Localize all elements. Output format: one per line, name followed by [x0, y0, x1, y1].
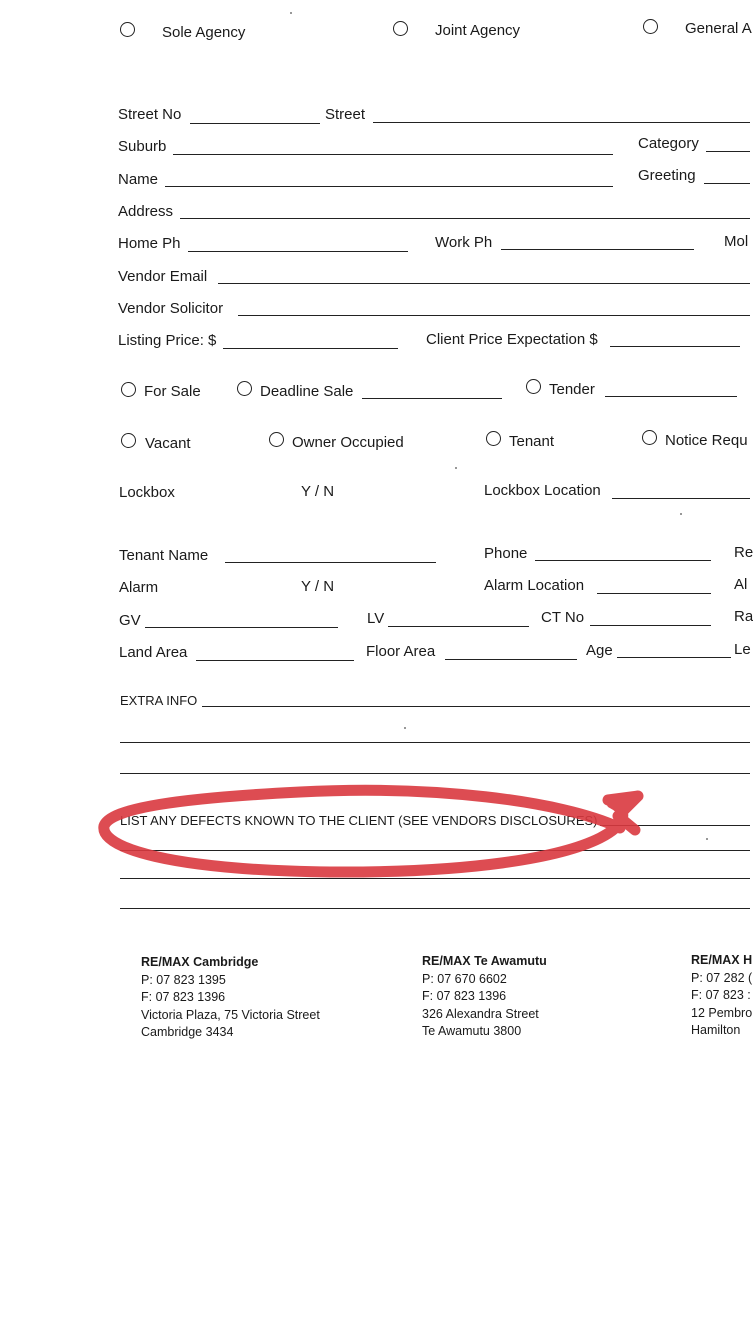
- lockbox-label: Lockbox: [119, 484, 175, 501]
- street-no-label: Street No: [118, 106, 182, 123]
- office-address-line-2: Te Awamutu 3800: [422, 1024, 522, 1038]
- scan-speck: [706, 838, 708, 840]
- tenant-name-label: Tenant Name: [119, 547, 209, 564]
- greeting-label: Greeting: [638, 167, 696, 184]
- gv-label: GV: [119, 612, 141, 629]
- office-phone: P: 07 823 1395: [141, 972, 226, 987]
- notice-required-label: Notice Requ: [665, 432, 748, 449]
- general-agency-label: General A: [685, 20, 752, 37]
- lv-label: LV: [367, 610, 385, 627]
- tender-label: Tender: [549, 381, 595, 398]
- home-ph-label: Home Ph: [118, 235, 181, 252]
- alarm-location-label: Alarm Location: [484, 577, 585, 594]
- office-address-line-2: Hamilton: [691, 1023, 741, 1037]
- tenant-label: Tenant: [509, 433, 555, 450]
- ra-label: Ra: [734, 608, 753, 625]
- address-label: Address: [118, 203, 174, 220]
- for-sale-label: For Sale: [144, 383, 201, 400]
- office-address-line-1: 12 Pembro: [691, 1005, 753, 1020]
- scan-speck: [680, 513, 682, 515]
- owner-occupied-label: Owner Occupied: [292, 434, 404, 451]
- deadline-sale-label: Deadline Sale: [260, 383, 354, 400]
- street-label: Street: [325, 106, 366, 123]
- office-phone: P: 07 670 6602: [422, 971, 507, 986]
- category-label: Category: [638, 135, 699, 152]
- sole-agency-label: Sole Agency: [162, 24, 246, 41]
- office-name: RE/MAX Cambridge: [141, 955, 259, 969]
- office-hamilton: [691, 952, 752, 1040]
- land-area-label: Land Area: [119, 644, 188, 661]
- age-label: Age: [586, 642, 613, 659]
- extra-info-label: EXTRA INFO: [120, 693, 198, 708]
- vendor-solicitor-label: Vendor Solicitor: [118, 300, 224, 317]
- le-label: Le: [734, 641, 751, 658]
- mobile-label: Mol: [724, 233, 749, 250]
- vendor-email-label: Vendor Email: [118, 268, 208, 285]
- vacant-label: Vacant: [145, 435, 191, 452]
- floor-area-label: Floor Area: [366, 643, 436, 660]
- suburb-label: Suburb: [118, 138, 167, 155]
- joint-agency-label: Joint Agency: [435, 22, 521, 39]
- office-name: RE/MAX Te Awamutu: [422, 954, 547, 968]
- lockbox-location-label: Lockbox Location: [484, 482, 601, 499]
- office-address-line-1: 326 Alexandra Street: [422, 1006, 539, 1021]
- scan-speck: [290, 12, 292, 14]
- office-name: RE/MAX H: [691, 953, 753, 967]
- office-te-awamutu: [422, 953, 547, 1041]
- lockbox-yn[interactable]: Y / N: [301, 483, 335, 500]
- office-phone: P: 07 282 (: [691, 970, 753, 985]
- al-label: Al: [734, 576, 748, 593]
- office-address-line-1: Victoria Plaza, 75 Victoria Street: [141, 1007, 320, 1022]
- scan-speck: [455, 467, 457, 469]
- office-cambridge: [141, 954, 320, 1042]
- name-label: Name: [118, 171, 159, 188]
- listing-price-label: Listing Price: $: [118, 332, 217, 349]
- re-label: Re: [734, 544, 753, 561]
- office-fax: F: 07 823 1396: [141, 990, 226, 1004]
- client-price-label: Client Price Expectation $: [426, 331, 598, 348]
- phone-label: Phone: [484, 545, 528, 562]
- work-ph-label: Work Ph: [435, 234, 493, 251]
- alarm-yn[interactable]: Y / N: [301, 578, 335, 595]
- office-address-line-2: Cambridge 3434: [141, 1025, 234, 1039]
- ct-no-label: CT No: [541, 609, 585, 626]
- scan-speck: [404, 727, 406, 729]
- alarm-label: Alarm: [119, 579, 159, 596]
- office-fax: F: 07 823 1396: [422, 989, 507, 1003]
- defects-label: LIST ANY DEFECTS KNOWN TO THE CLIENT (SEE VENDORS DISCLOSURES): [120, 813, 598, 828]
- office-fax: F: 07 823 :: [691, 988, 751, 1002]
